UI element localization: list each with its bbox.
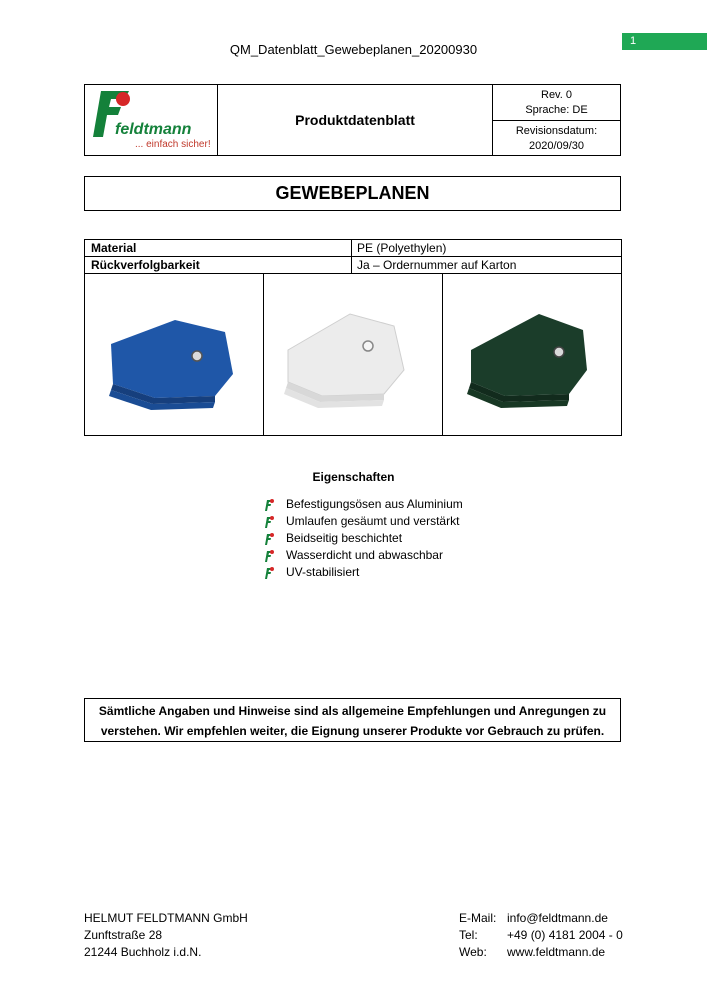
spec-label: Rückverfolgbarkeit <box>91 258 200 272</box>
disclaimer-line: verstehen. Wir empfehlen weiter, die Eignung unserer Produkte vor Gebrauch zu prüfen. <box>100 724 605 738</box>
spec-label: Material <box>91 241 137 255</box>
web-label: Web: <box>459 945 487 959</box>
email-link[interactable]: info@feldtmann.de <box>507 911 608 925</box>
properties-title: Eigenschaften <box>312 470 395 484</box>
feldtmann-bullet-icon <box>263 566 275 580</box>
disclaimer-line: Sämtliche Angaben und Hinweise sind als allgemeine Empfehlungen und Anregungen zu <box>98 704 607 718</box>
revision-date-label: Revisionsdatum: <box>515 125 598 137</box>
email-label: E-Mail: <box>459 911 497 925</box>
page-number-badge: 1 <box>622 33 707 50</box>
spec-row-material <box>85 240 621 257</box>
logo-cell <box>85 85 218 155</box>
datasheet-title: Produktdatenblatt <box>218 85 493 155</box>
revision-number: Rev. 0 <box>541 89 572 101</box>
tel-label: Tel: <box>459 928 478 942</box>
list-item: Befestigungsösen aus Aluminium <box>263 496 463 513</box>
white-tarp-image <box>264 274 443 435</box>
list-item: Beidseitig beschichtet <box>263 530 463 547</box>
street: Zunftstraße 28 <box>84 928 163 942</box>
logo-tagline: ... einfach sicher! <box>135 139 211 150</box>
city: 21244 Buchholz i.d.N. <box>84 945 202 959</box>
feldtmann-bullet-icon <box>263 515 275 529</box>
revision-cell <box>493 85 620 121</box>
feldtmann-bullet-icon <box>263 498 275 512</box>
product-name: GEWEBEPLANEN <box>84 176 621 211</box>
revision-date-cell <box>493 122 620 155</box>
disclaimer-box <box>84 698 621 742</box>
spec-table <box>84 239 622 436</box>
header-table <box>84 84 621 156</box>
list-item: Wasserdicht und abwaschbar <box>263 547 463 564</box>
revision-date: 2020/09/30 <box>528 140 585 152</box>
feldtmann-bullet-icon <box>263 549 275 563</box>
tel-number: +49 (0) 4181 2004 - 0 <box>507 928 623 942</box>
green-tarp-image <box>443 274 621 435</box>
document-title: QM_Datenblatt_Gewebeplanen_20200930 <box>229 42 478 57</box>
footer-contact <box>459 910 623 961</box>
spec-value: Ja – Ordernummer auf Karton <box>357 258 517 272</box>
company-name: HELMUT FELDTMANN GmbH <box>84 911 248 925</box>
logo-wordmark: feldtmann <box>115 121 192 138</box>
footer-address <box>84 910 248 961</box>
spec-row-traceability <box>85 257 621 274</box>
list-item: UV-stabilisiert <box>263 564 463 581</box>
web-link[interactable]: www.feldtmann.de <box>507 945 606 959</box>
language: Sprache: DE <box>525 104 588 116</box>
spec-value: PE (Polyethylen) <box>357 241 447 255</box>
list-item: Umlaufen gesäumt und verstärkt <box>263 513 463 530</box>
blue-tarp-image <box>85 274 264 435</box>
properties-list <box>263 496 463 581</box>
feldtmann-bullet-icon <box>263 532 275 546</box>
